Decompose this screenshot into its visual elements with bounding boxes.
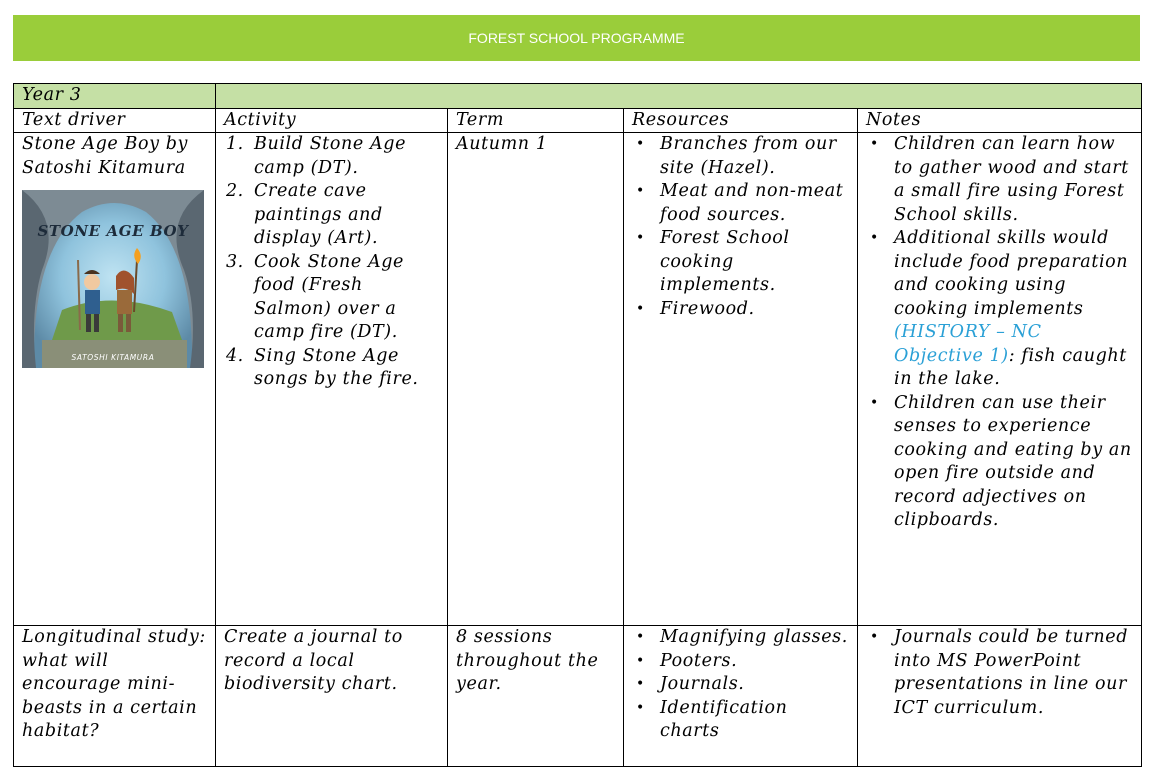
programme-table: [13, 83, 1142, 767]
activity-list: [224, 133, 441, 392]
list-item: 4. Sing Stone Age songs by the fire.: [250, 345, 441, 392]
text-driver-cell: [14, 133, 216, 626]
list-item: 3. Cook Stone Age food (Fresh Salmon) over a camp fire (DT).: [250, 251, 441, 345]
list-item: • Journals.: [658, 673, 851, 697]
term-cell: 8 sessions throughout the year.: [448, 626, 624, 767]
list-item: 1. Build Stone Age camp (DT).: [250, 133, 441, 180]
svg-text:SATOSHI KITAMURA: SATOSHI KITAMURA: [71, 353, 155, 362]
list-item: • Magnifying glasses.: [658, 626, 851, 650]
text-driver: Stone Age Boy by Satoshi Kitamura: [22, 134, 189, 178]
resources-list: [632, 626, 851, 744]
list-item: [892, 227, 1135, 392]
resources-list: [632, 133, 851, 321]
list-item: • Pooters.: [658, 650, 851, 674]
year-label: Year 3: [14, 84, 216, 109]
list-item: • Forest School cooking implements.: [658, 227, 851, 298]
notes-list: [866, 626, 1135, 720]
list-item: • Meat and non-meat food sources.: [658, 180, 851, 227]
activity-cell: Create a journal to record a local biodiversity chart.: [216, 626, 448, 767]
banner-title: FOREST SCHOOL PROGRAMME: [468, 30, 685, 46]
resources-cell: [624, 626, 858, 767]
list-item: • Identification charts: [658, 697, 851, 744]
note-text: Additional skills would include food preparation and cooking using cooking implements: [894, 228, 1129, 319]
notes-list: [866, 133, 1135, 533]
note-text: : fish caught in the lake.: [894, 345, 1127, 389]
notes-cell: [858, 626, 1142, 767]
text-driver-cell: Longitudinal study: what will encourage mini-beasts in a certain habitat?: [14, 626, 216, 767]
book-cover-image: [22, 190, 204, 368]
notes-cell: [858, 133, 1142, 626]
resources-cell: [624, 133, 858, 626]
header-row: [14, 108, 1142, 133]
svg-text:STONE AGE BOY: STONE AGE BOY: [37, 222, 189, 240]
year-row-fill: [216, 84, 1142, 109]
table-row: [14, 626, 1142, 767]
header-activity: Activity: [216, 108, 448, 133]
term-cell: Autumn 1: [448, 133, 624, 626]
header-term: Term: [448, 108, 624, 133]
programme-banner: [13, 15, 1140, 61]
list-item: • Branches from our site (Hazel).: [658, 133, 851, 180]
list-item: 2. Create cave paintings and display (Art).: [250, 180, 441, 251]
year-row: [14, 84, 1142, 109]
header-notes: Notes: [858, 108, 1142, 133]
list-item: • Children can learn how to gather wood and start a small fire using Forest School skills.: [892, 133, 1135, 227]
activity-cell: [216, 133, 448, 626]
curriculum-link[interactable]: (HISTORY – NC Objective 1): [894, 322, 1042, 366]
list-item: • Children can use their senses to experience cooking and eating by an open fire outside and record adjectives on clipboards.: [892, 392, 1135, 533]
header-resources: Resources: [624, 108, 858, 133]
table-row: [14, 133, 1142, 626]
header-text-driver: Text driver: [14, 108, 216, 133]
list-item: • Journals could be turned into MS PowerPoint presentations in line our ICT curriculum.: [892, 626, 1135, 720]
list-item: • Firewood.: [658, 298, 851, 322]
